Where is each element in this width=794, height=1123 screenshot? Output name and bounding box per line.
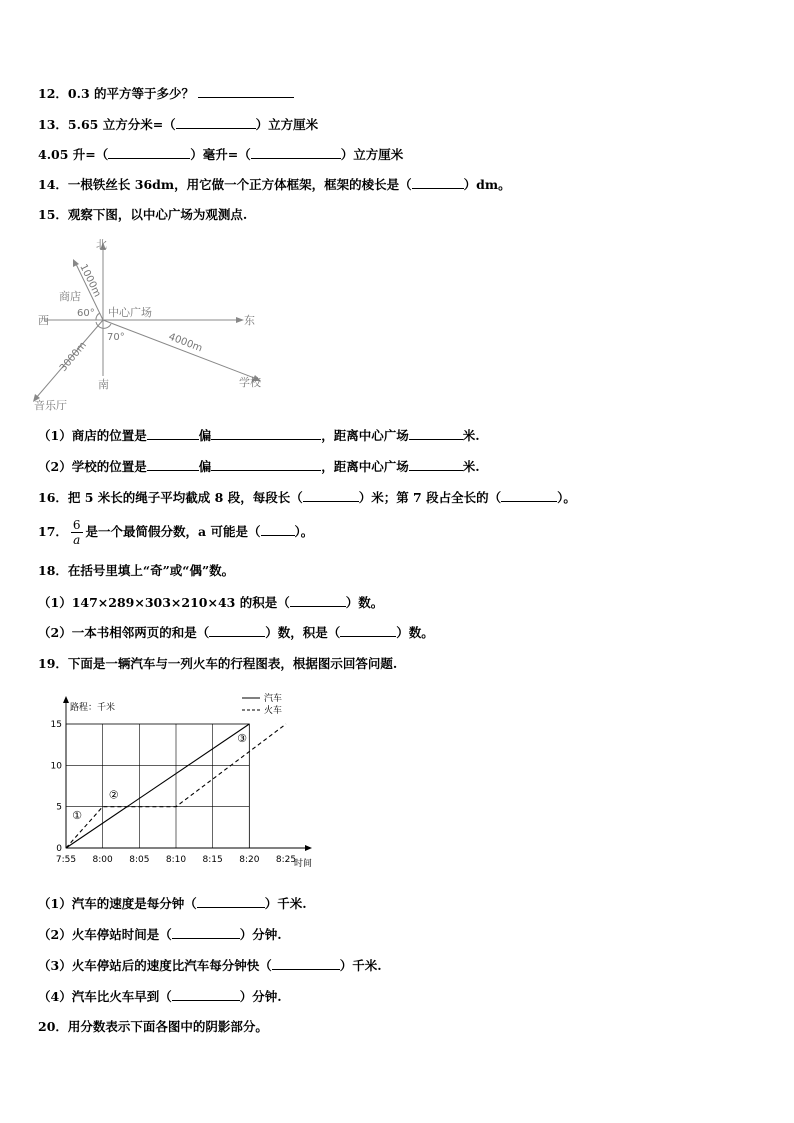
q15-sub2-post: 米. [462, 459, 480, 474]
q19-sub1-post: ）千米. [264, 896, 307, 911]
question-18-sub-1 [38, 594, 383, 611]
q14-text-pre: 14．一根铁丝长 36dm，用它做一个正方体框架，框架的棱长是（ [38, 177, 412, 192]
answer-blank[interactable] [340, 624, 396, 637]
question-17 [38, 516, 313, 548]
x-tick-label: 8:20 [239, 855, 260, 865]
legend-label-train: 火车 [264, 706, 283, 716]
dist-school-label: 4000m [166, 331, 204, 355]
center-label: 中心广场 [108, 306, 152, 319]
answer-blank[interactable] [261, 523, 295, 536]
question-19-sub-1 [38, 895, 307, 912]
question-14 [38, 176, 511, 193]
q13-text-c: ）立方厘米 [340, 147, 404, 162]
answer-blank[interactable] [198, 85, 294, 98]
fraction-6-over-a [71, 518, 83, 547]
question-15-sub-2 [38, 458, 480, 475]
y-tick-label: 5 [56, 802, 62, 813]
q15-sub1-post: 米. [462, 428, 480, 443]
shop-arrow-icon [73, 259, 79, 267]
x-tick-label: 8:15 [202, 855, 223, 865]
q15-sub1-pre: （1）商店的位置是 [38, 428, 147, 443]
q18-sub2-mid: ）数，积是（ [265, 625, 341, 640]
x-axis-arrow-icon [305, 845, 312, 851]
y-axis-label: 路程：千米 [70, 703, 116, 713]
angle-shop-label: 60° [77, 308, 95, 319]
q14-text-post: ）dm。 [463, 177, 511, 192]
answer-blank[interactable] [251, 146, 341, 159]
angle-school-label: 70° [107, 332, 125, 343]
answer-blank[interactable] [211, 458, 321, 471]
legend-label-car: 汽车 [264, 694, 283, 704]
q18-sub1-post: ）数。 [345, 595, 384, 610]
q18-sub2-post: ）数。 [396, 625, 434, 640]
q19-sub3-pre: （3）火车停站后的速度比汽车每分钟快（ [38, 958, 272, 973]
dist-shop-label: 1000m [77, 262, 103, 299]
answer-blank[interactable] [209, 624, 265, 637]
answer-blank[interactable] [412, 176, 464, 189]
x-tick-label: 8:25 [275, 855, 297, 865]
q16-mid: ）米；第 7 段占全长的（ [358, 490, 502, 505]
q17-prefix: 17． [38, 524, 68, 539]
q17-mid: 是一个最简假分数，a 可能是（ [85, 524, 261, 539]
east-arrow-icon [236, 317, 244, 323]
q15-sub1-mid: 偏 [198, 428, 212, 443]
west-label: 西 [38, 314, 49, 327]
y-tick-label: 15 [50, 720, 62, 730]
answer-blank[interactable] [197, 895, 265, 908]
question-20 [38, 1019, 268, 1035]
q15-sub2-mid: 偏 [198, 459, 212, 474]
question-12 [38, 85, 294, 102]
q13-text-a: 4.05 升=（ [38, 147, 109, 162]
x-tick-label: 8:05 [129, 855, 150, 865]
question-18-sub-2 [38, 624, 434, 641]
annotation-marker: ① [72, 809, 82, 823]
travel-chart [34, 688, 344, 878]
x-tick-label: 8:00 [92, 855, 113, 865]
fraction-denominator: a [73, 533, 81, 547]
q15-sub2-mid2: ，距离中心广场 [321, 459, 409, 474]
question-18-title [38, 563, 234, 579]
q19-sub2-post: ）分钟. [239, 927, 282, 942]
answer-blank[interactable] [290, 594, 346, 607]
q19-sub3-post: ）千米. [339, 958, 382, 973]
answer-blank[interactable] [409, 427, 463, 440]
q15-sub2-pre: （2）学校的位置是 [38, 459, 147, 474]
q18-sub2-pre: （2）一本书相邻两页的和是（ [38, 625, 210, 640]
q13-text-post: ）立方厘米 [255, 117, 319, 132]
q13-text-b: ）毫升=（ [190, 147, 251, 162]
x-tick-label: 7:55 [55, 855, 77, 865]
question-19-sub-3 [38, 957, 382, 974]
fraction-numerator: 6 [72, 518, 81, 532]
q16-post: ）。 [557, 490, 576, 505]
hall-label: 音乐厅 [34, 399, 67, 412]
answer-blank[interactable] [108, 146, 190, 159]
y-tick-label: 0 [56, 844, 62, 854]
answer-blank[interactable] [501, 489, 557, 502]
answer-blank[interactable] [303, 489, 359, 502]
dist-hall-label: 3000m [57, 339, 89, 374]
question-19-sub-4 [38, 988, 282, 1005]
x-axis-label: 时间 [294, 859, 313, 869]
x-tick-label: 8:10 [165, 855, 187, 865]
q19-sub1-pre: （1）汽车的速度是每分钟（ [38, 896, 197, 911]
q15-title-text: 15．观察下图，以中心广场为观测点. [38, 207, 248, 222]
answer-blank[interactable] [172, 988, 240, 1001]
south-label: 南 [98, 378, 109, 391]
answer-blank[interactable] [147, 427, 199, 440]
question-13-line-2 [38, 146, 403, 163]
q19-title-text: 19．下面是一辆汽车与一列火车的行程图表，根据图示回答问题. [38, 656, 398, 671]
q19-sub4-pre: （4）汽车比火车早到（ [38, 989, 172, 1004]
q20-text: 20．用分数表示下面各图中的阴影部分。 [38, 1019, 268, 1034]
question-16 [38, 489, 576, 506]
question-13-line-1 [38, 116, 318, 133]
answer-blank[interactable] [272, 957, 340, 970]
annotation-marker: ② [108, 788, 119, 802]
q19-sub4-post: ）分钟. [239, 989, 282, 1004]
question-15-title [38, 207, 247, 223]
east-label: 东 [244, 314, 255, 327]
north-label: 北 [96, 238, 107, 251]
question-15-sub-1 [38, 427, 480, 444]
y-tick-label: 10 [50, 761, 62, 772]
q16-pre: 16．把 5 米长的绳子平均截成 8 段，每段长（ [38, 490, 303, 505]
compass-diagram [32, 236, 282, 414]
answer-blank[interactable] [147, 458, 199, 471]
answer-blank[interactable] [211, 427, 321, 440]
answer-blank[interactable] [176, 116, 256, 129]
q18-title-text: 18．在括号里填上“奇”或“偶”数。 [38, 563, 235, 578]
shop-label: 商店 [59, 290, 81, 303]
series-line-car [66, 724, 249, 848]
q13-text-pre: 13．5.65 立方分米=（ [38, 117, 176, 132]
q15-sub1-mid2: ，距离中心广场 [321, 428, 409, 443]
answer-blank[interactable] [409, 458, 463, 471]
q19-sub2-pre: （2）火车停站时间是（ [38, 927, 172, 942]
question-19-title [38, 656, 397, 672]
answer-blank[interactable] [172, 926, 240, 939]
question-19-sub-2 [38, 926, 282, 943]
angle-arc-shop [96, 313, 100, 320]
school-label: 学校 [239, 376, 261, 389]
annotation-marker: ③ [237, 732, 247, 746]
q18-sub1-pre: （1）147×289×303×210×43 的积是（ [38, 595, 290, 610]
school-ray [103, 320, 257, 379]
q17-post: ）。 [294, 524, 314, 539]
y-axis-arrow-icon [63, 696, 69, 703]
q12-text: 12．0.3 的平方等于多少？ [38, 86, 194, 101]
